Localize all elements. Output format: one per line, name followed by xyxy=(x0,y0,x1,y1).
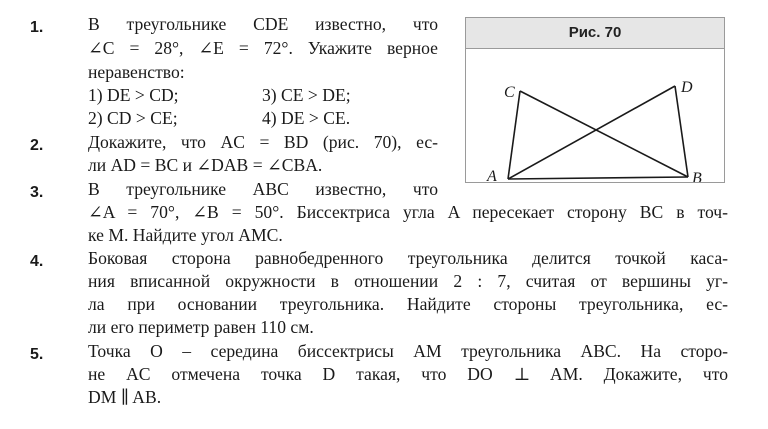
problem-3-line-3: ке M. Найдите угол AMC. xyxy=(88,225,283,245)
figure-diagram xyxy=(466,49,724,182)
segment-ad xyxy=(508,86,675,179)
problem-4-line-1: Боковая сторона равнобедренного треугольника делится точкой каса- xyxy=(88,248,728,268)
problem-2-line-1: Докажите, что AC = BD (рис. 70), ес- xyxy=(88,132,438,152)
figure-70 xyxy=(465,17,725,183)
figure-title: Рис. 70 xyxy=(466,18,724,49)
problem-5-number: 5. xyxy=(30,346,44,363)
segment-bd xyxy=(675,86,688,177)
problem-4-number: 4. xyxy=(30,253,44,270)
problem-1-option-2: 2) CD > CE; xyxy=(88,108,178,128)
segment-ab xyxy=(508,177,688,179)
problem-1-option-1: 1) DE > CD; xyxy=(88,85,179,105)
label-c: C xyxy=(504,84,515,101)
problem-5-line-3: DM ∥ AB. xyxy=(88,387,162,407)
problem-5-line-1: Точка O – середина биссектрисы AM треугольника ABC. На сторо- xyxy=(88,341,728,361)
problem-4-line-3: ла при основании треугольника. Найдите стороны треугольника, ес- xyxy=(88,294,728,314)
problem-3-number: 3. xyxy=(30,184,44,201)
problem-3-line-1: В треугольнике ABC известно, что xyxy=(88,179,438,199)
problem-3-line-2: ∠A = 70°, ∠B = 50°. Биссектриса угла A пересекает сторону BC в точ- xyxy=(88,202,728,222)
problem-4-line-4: ли его периметр равен 110 см. xyxy=(88,317,314,337)
problem-4-line-2: ния вписанной окружности в отношении 2 : 7, считая от вершины уг- xyxy=(88,271,728,291)
segment-ac xyxy=(508,91,520,179)
label-a: A xyxy=(487,168,497,182)
problem-2-number: 2. xyxy=(30,137,44,154)
problem-1-line-2: ∠C = 28°, ∠E = 72°. Укажите верное xyxy=(88,38,438,58)
problem-5-line-2: не AC отмечена точка D такая, что DO ⊥ AM. Докажите, что xyxy=(88,364,728,384)
problem-2-line-2: ли AD = BC и ∠DAB = ∠CBA. xyxy=(88,155,323,175)
label-b: B xyxy=(692,170,702,182)
problem-1-line-3: неравенство: xyxy=(88,62,185,82)
segment-cb xyxy=(520,91,688,177)
problem-1-number: 1. xyxy=(30,19,44,36)
problem-1-option-4: 4) DE > CE. xyxy=(262,108,351,128)
problem-1-line-1: В треугольнике CDE известно, что xyxy=(88,14,438,34)
label-d: D xyxy=(681,79,693,96)
problem-1-option-3: 3) CE > DE; xyxy=(262,85,351,105)
